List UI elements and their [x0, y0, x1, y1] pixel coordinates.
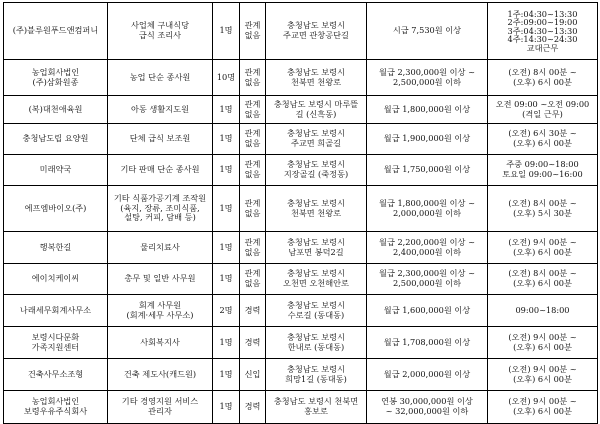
job-listing-table: [3, 2, 598, 424]
hours-cell: 오전 09:00 ~오전 09:00 (격일 근무): [488, 96, 598, 124]
hours-cell: 1주:04:30~13:30 2주:09:00~19:00 3주:04:30~13:30 4주:14:30~24:30 교대근무: [488, 3, 598, 60]
location-cell: 충청남도 보령시 지장골길 (죽정동): [266, 155, 367, 186]
count-cell: 2명: [213, 295, 240, 327]
career-cell: 경력: [240, 295, 266, 327]
company-cell: 에프엠바이오(주): [4, 186, 108, 232]
table-row: [4, 96, 598, 124]
career-cell: 관계 없음: [240, 264, 266, 295]
career-cell: 경력: [240, 391, 266, 424]
company-cell: 건축사무소조형: [4, 359, 108, 391]
career-cell: 신입: [240, 359, 266, 391]
location-cell: 충청남도 보령시 천북면 천왕로: [266, 60, 367, 96]
pay-cell: 월급 1,750,000원 이상: [367, 155, 488, 186]
career-cell: 관계 없음: [240, 186, 266, 232]
job-cell: 아동 생활지도원: [108, 96, 213, 124]
hours-cell: (오전) 8시 00분 ~ (오후) 6시 00분: [488, 60, 598, 96]
count-cell: 1명: [213, 96, 240, 124]
location-cell: 충청남도 보령시 한내로 (동대동): [266, 327, 367, 359]
table-row: [4, 155, 598, 186]
hours-cell: (오전) 8시 00분 ~ (오후) 5시 30분: [488, 186, 598, 232]
company-cell: (복)대천애육원: [4, 96, 108, 124]
table-row: [4, 124, 598, 155]
table-row: [4, 327, 598, 359]
hours-cell: (오전) 9시 00분 ~ (오후) 6시 00분: [488, 327, 598, 359]
table-row: [4, 264, 598, 295]
count-cell: 1명: [213, 124, 240, 155]
pay-cell: 월급 1,600,000원 이상: [367, 295, 488, 327]
location-cell: 충청남도 보령시 남포면 봉덕2길: [266, 232, 367, 264]
count-cell: 1명: [213, 359, 240, 391]
count-cell: 1명: [213, 155, 240, 186]
company-cell: 농업회사법인 보령우유주식회사: [4, 391, 108, 424]
job-cell: 사업체 구내식당 급식 조리사: [108, 3, 213, 60]
company-cell: 나래세무회계사무소: [4, 295, 108, 327]
count-cell: 1명: [213, 232, 240, 264]
count-cell: 1명: [213, 264, 240, 295]
job-cell: 기타 식품가공기계 조작원(육지, 장류, 조미식품, 설탕, 커피, 담배 등): [108, 186, 213, 232]
job-cell: 물리치료사: [108, 232, 213, 264]
career-cell: 관계 없음: [240, 3, 266, 60]
job-cell: 건축 제도사(캐드원): [108, 359, 213, 391]
location-cell: 충청남도 보령시 수로길 (동대동): [266, 295, 367, 327]
company-cell: 에이치케이씨: [4, 264, 108, 295]
hours-cell: (오전) 9시 00분 ~ (오후) 6시 00분: [488, 359, 598, 391]
hours-cell: (오전) 6시 30분 ~ (오후) 6시 00분: [488, 124, 598, 155]
table-row: [4, 60, 598, 96]
pay-cell: 월급 1,800,000원 이상: [367, 96, 488, 124]
table-row: [4, 295, 598, 327]
hours-cell: (오전) 9시 00분 ~ (오후) 6시 00분: [488, 391, 598, 424]
pay-cell: 연봉 30,000,000원 이상 ~ 32,000,000원 이하: [367, 391, 488, 424]
table-row: [4, 359, 598, 391]
career-cell: 관계 없음: [240, 232, 266, 264]
job-cell: 농업 단순 종사원: [108, 60, 213, 96]
career-cell: 관계 없음: [240, 155, 266, 186]
job-listing-table-container: [3, 2, 597, 424]
company-cell: 충청남도립 요양원: [4, 124, 108, 155]
hours-cell: (오전) 8시 00분 ~ (오후) 6시 00분: [488, 264, 598, 295]
location-cell: 충청남도 보령시 주교면 관창공단길: [266, 3, 367, 60]
company-cell: 보령시다문화 가족지원센터: [4, 327, 108, 359]
count-cell: 1명: [213, 327, 240, 359]
company-cell: 행복한길: [4, 232, 108, 264]
hours-cell: 주중 09:00~18:00 토요일 09:00~16:00: [488, 155, 598, 186]
table-row: [4, 186, 598, 232]
location-cell: 충청남도 보령시 마루뜰 길 (신흑동): [266, 96, 367, 124]
pay-cell: 월급 1,708,000원 이상: [367, 327, 488, 359]
job-cell: 단체 급식 보조원: [108, 124, 213, 155]
career-cell: 관계 없음: [240, 60, 266, 96]
table-row: [4, 232, 598, 264]
count-cell: 1명: [213, 3, 240, 60]
career-cell: 관계 없음: [240, 96, 266, 124]
career-cell: 관계 없음: [240, 124, 266, 155]
pay-cell: 월급 1,800,000원 이상 ~ 2,000,000원 이하: [367, 186, 488, 232]
hours-cell: (오전) 9시 00분 ~ (오후) 6시 00분: [488, 232, 598, 264]
hours-cell: 09:00~18:00: [488, 295, 598, 327]
pay-cell: 월급 2,000,000원 이상: [367, 359, 488, 391]
location-cell: 충청남도 보령시 천북면 천왕로: [266, 186, 367, 232]
job-cell: 기타 경영지원 서비스 관리자: [108, 391, 213, 424]
count-cell: 1명: [213, 391, 240, 424]
location-cell: 충청남도 보령시 오천면 오천해안로: [266, 264, 367, 295]
count-cell: 10명: [213, 60, 240, 96]
pay-cell: 월급 2,300,000원 이상 ~ 2,500,000원 이하: [367, 264, 488, 295]
job-cell: 사회복지사: [108, 327, 213, 359]
location-cell: 충청남도 보령시 희망1길 (동대동): [266, 359, 367, 391]
company-cell: (주)블루원푸드앤컴퍼니: [4, 3, 108, 60]
pay-cell: 월급 2,200,000원 이상 ~ 2,400,000원 이하: [367, 232, 488, 264]
location-cell: 충청남도 보령시 주교면 희골길: [266, 124, 367, 155]
pay-cell: 월급 1,900,000원 이상: [367, 124, 488, 155]
job-cell: 총무 및 일반 사무원: [108, 264, 213, 295]
career-cell: 경력: [240, 327, 266, 359]
pay-cell: 월급 2,300,000원 이상 ~ 2,500,000원 이하: [367, 60, 488, 96]
job-cell: 기타 판매 단순 종사원: [108, 155, 213, 186]
location-cell: 충청남도 보령시 천북면 홍보로: [266, 391, 367, 424]
company-cell: 농업회사법인 (주)삼화원종: [4, 60, 108, 96]
table-row: [4, 3, 598, 60]
table-row: [4, 391, 598, 424]
job-cell: 회계 사무원 (회계·세무 사무소): [108, 295, 213, 327]
pay-cell: 시급 7,530원 이상: [367, 3, 488, 60]
company-cell: 미래약국: [4, 155, 108, 186]
count-cell: 1명: [213, 186, 240, 232]
